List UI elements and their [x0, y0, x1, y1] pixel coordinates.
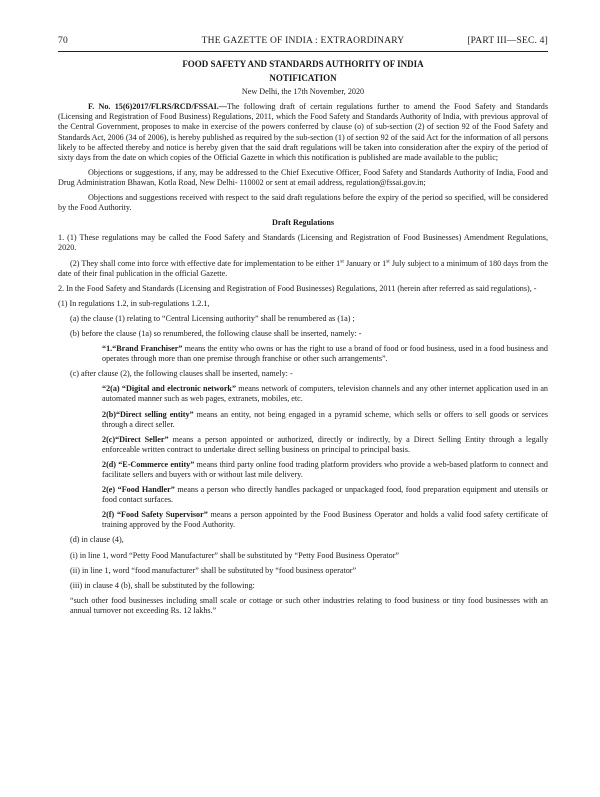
definition-brand-franchiser: “1.“Brand Franchiser” means the entity who owns or has the right to use a brand of food or food business, used in a food business and operates through more than one premise through franchise or other such arrangements”.: [102, 344, 548, 364]
draft-regulations-heading: Draft Regulations: [271, 218, 335, 228]
regulation-1-1: 1. (1) These regulations may be called the Food Safety and Standards (Licensing and Registration of Food Businesses) Amendment Regulations, 2020.: [58, 233, 548, 253]
final-quote: “such other food businesses including small scale or cottage or such other industries relating to food business or tiny food businesses with an annual turnover not exceeding Rs. 12 lakhs.”: [70, 595, 548, 615]
objections-paragraph: Objections or suggestions, if any, may be addressed to the Chief Executive Officer, Food Safety and Standards Authority of India, Food and Drug Administration Bhawan, Kotla Road, New Delhi- 110002 or sent at email address, regulation@fssai.gov.in;: [58, 167, 548, 187]
regulation-1-2: (2) They shall come into force with effective date for implementation to be either 1st January or 1st July subject to a minimum of 180 days from the date of their final publication in the official Gazette.: [58, 257, 548, 278]
sub-item: (i) in line 1, word “Petty Food Manufacturer” shall be substituted by “Petty Food Business Operator”: [70, 550, 400, 560]
page-number: 70: [58, 36, 68, 46]
definition-item: “2(a) “Digital and electronic network” means network of computers, television channels and any other internet application used in an automated manner such as web pages, extranets, mobiles, etc.: [102, 384, 548, 404]
gazette-title: THE GAZETTE OF INDIA : EXTRAORDINARY: [201, 36, 405, 46]
place-date: New Delhi, the 17th November, 2020: [241, 87, 365, 97]
clause-c: (c) after clause (2), the following clauses shall be inserted, namely: -: [70, 369, 293, 379]
regulation-2-1: (1) In regulations 1.2, in sub-regulations 1.2.1,: [58, 298, 210, 308]
authority-heading: FOOD SAFETY AND STANDARDS AUTHORITY OF INDIA: [182, 59, 424, 69]
sub-item: (iii) in clause 4 (b), shall be substituted by the following:: [70, 580, 255, 590]
notification-body: [58, 58, 548, 616]
clause-b: (b) before the clause (1a) so renumbered, the following clause shall be inserted, namely: -: [70, 328, 362, 338]
sub-item: (ii) in line 1, word “food manufacturer” shall be substituted by “food business operator”: [70, 565, 357, 575]
superscript: st: [340, 257, 344, 264]
definition-item: 2(f) “Food Safety Supervisor” means a person appointed by the Food Business Operator and holds a valid food safety certificate of training approved by the Food Authority.: [102, 510, 548, 530]
definition-item: 2(e) “Food Handler” means a person who directly handles packaged or unpackaged food, food preparation equipment and utensils or food contact surfaces.: [102, 485, 548, 505]
definition-item: 2(c)“Direct Seller” means a person appointed or authorized, directly or indirectly, by a Direct Selling Entity through a legally enforceable written contract to undertake direct selling business on principal to principal basis.: [102, 434, 549, 454]
consideration-paragraph: Objections and suggestions received with respect to the said draft regulations before the expiry of the period so specified, will be considered by the Food Authority.: [58, 193, 548, 213]
running-header: [58, 36, 548, 50]
superscript: st: [386, 257, 390, 264]
clause-a: (a) the clause (1) relating to “Central Licensing authority” shall be renumbered as (1a) ;: [70, 313, 355, 323]
notification-title: NOTIFICATION: [269, 73, 337, 84]
definition-item: 2(d) “E-Commerce entity” means third party online food trading platform providers who provide a web-based platform to connect and facilitate sellers and buyers with or without last mile delivery.: [102, 459, 548, 479]
file-number: F. No. 15(6)2017/FLRS/RCD/FSSAI.—: [88, 102, 227, 112]
header-rule: [58, 51, 548, 52]
intro-paragraph: [58, 102, 548, 163]
intro-text: The following draft of certain regulations further to amend the Food Safety and Standards (Licensing and Registration of Food Business) Regulations, 2011, which the Food Safety and Standards Authority of India, with previous approval of the Central Government, proposes to make in exercise of the powers conferred by clause (o) of sub-section (2) of section 92 of the Food Safety and Standards Act, 2006 (34 of 2006), is hereby published as required by the sub-section (1) of section 92 of the said Act for the information of all persons likely to be affected thereby and notice is hereby given that the said draft regulations will be taken into consideration after the expiry of the period of sixty days from the date on which copies of the Official Gazette in which this notification is published are made available to the public;: [58, 102, 548, 162]
part-section: [PART III—SEC. 4]: [467, 36, 548, 46]
regulation-2: 2. In the Food Safety and Standards (Licensing and Registration of Food Businesses) Regulations, 2011 (herein after referred as said regulations), -: [58, 283, 537, 293]
definition-item: 2(b)“Direct selling entity” means an entity, not being engaged in a pyramid scheme, which sells or offers to sell goods or services through a direct seller.: [102, 409, 548, 429]
clause-d: (d) in clause (4),: [70, 535, 124, 545]
